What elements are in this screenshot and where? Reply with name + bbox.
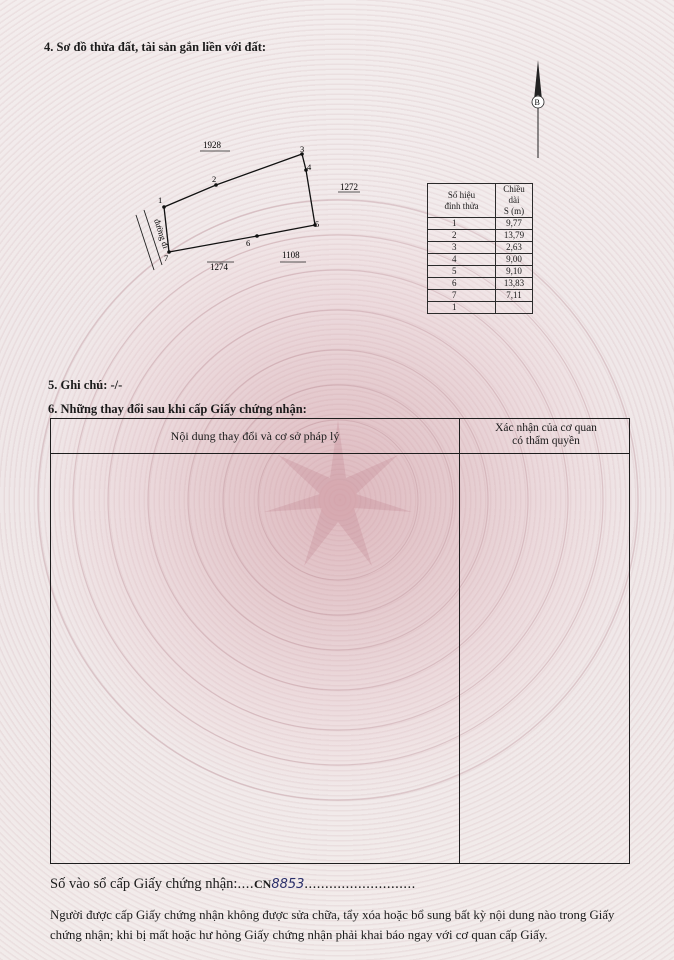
road-label: đường đi: [152, 217, 172, 250]
vertex-3-label: 3: [300, 144, 305, 154]
table-row: 6 13,83: [428, 278, 533, 290]
vertex-6-label: 6: [246, 238, 251, 248]
dimension-table: [427, 183, 533, 314]
parcel-1274-label: 1274: [210, 262, 228, 272]
table-row: 5 9,10: [428, 266, 533, 278]
vertex-7-label: 7: [164, 253, 169, 263]
vertex-2-label: 2: [212, 174, 217, 184]
footer-notice: Người được cấp Giấy chứng nhận không được sửa chữa, tẩy xóa hoặc bổ sung bất kỳ nội dung nào trong Giấy chứng nhận; khi bị mất hoặc hư hỏng Giấy chứng nhận phải khai báo ngay với cơ quan cấp Giấy.: [50, 908, 615, 942]
section-5-notes: 5. Ghi chú: -/-: [48, 378, 123, 392]
changes-content-header: Nội dung thay đổi và cơ sở pháp lý: [170, 429, 340, 443]
parcel-1108-label: 1108: [282, 250, 300, 260]
header-divider: [51, 453, 629, 454]
vertex-column-header: Số hiệu đỉnh thửa: [428, 184, 496, 218]
dot-leader: ....: [237, 876, 254, 892]
section-4-title: 4. Sơ đồ thửa đất, tài sản gắn liền với đất:: [44, 40, 267, 54]
book-entry-prefix: CN: [253, 877, 272, 891]
table-row: 3 2,63: [428, 242, 533, 254]
table-row: 4 9,00: [428, 254, 533, 266]
book-entry-line: [50, 876, 416, 893]
table-row: 2 13,79: [428, 230, 533, 242]
book-entry-label: Số vào sổ cấp Giấy chứng nhận:: [50, 876, 238, 892]
vertex-1-label: 1: [158, 195, 163, 205]
authority-confirmation-header: Xác nhận của cơ quan có thẩm quyền: [495, 422, 597, 447]
vertex-5-label: 5: [315, 219, 320, 229]
column-divider: [459, 419, 460, 863]
parcel-1928-label: 1928: [203, 140, 221, 150]
dot-leader-trailing: ...........................: [304, 876, 416, 892]
table-row: 7 7,11: [428, 290, 533, 302]
table-row: 1: [428, 302, 533, 314]
section-6-title: 6. Những thay đổi sau khi cấp Giấy chứng nhận:: [48, 402, 307, 416]
book-entry-number: 8853: [271, 877, 305, 892]
length-column-header: Chiều dài S (m): [496, 184, 533, 218]
north-label: B: [534, 98, 540, 107]
table-row: 1 9,77: [428, 218, 533, 230]
north-arrow-icon: [532, 60, 544, 158]
changes-table: [50, 418, 630, 864]
parcel-1272-label: 1272: [340, 182, 358, 192]
vertex-4-label: 4: [307, 162, 312, 172]
